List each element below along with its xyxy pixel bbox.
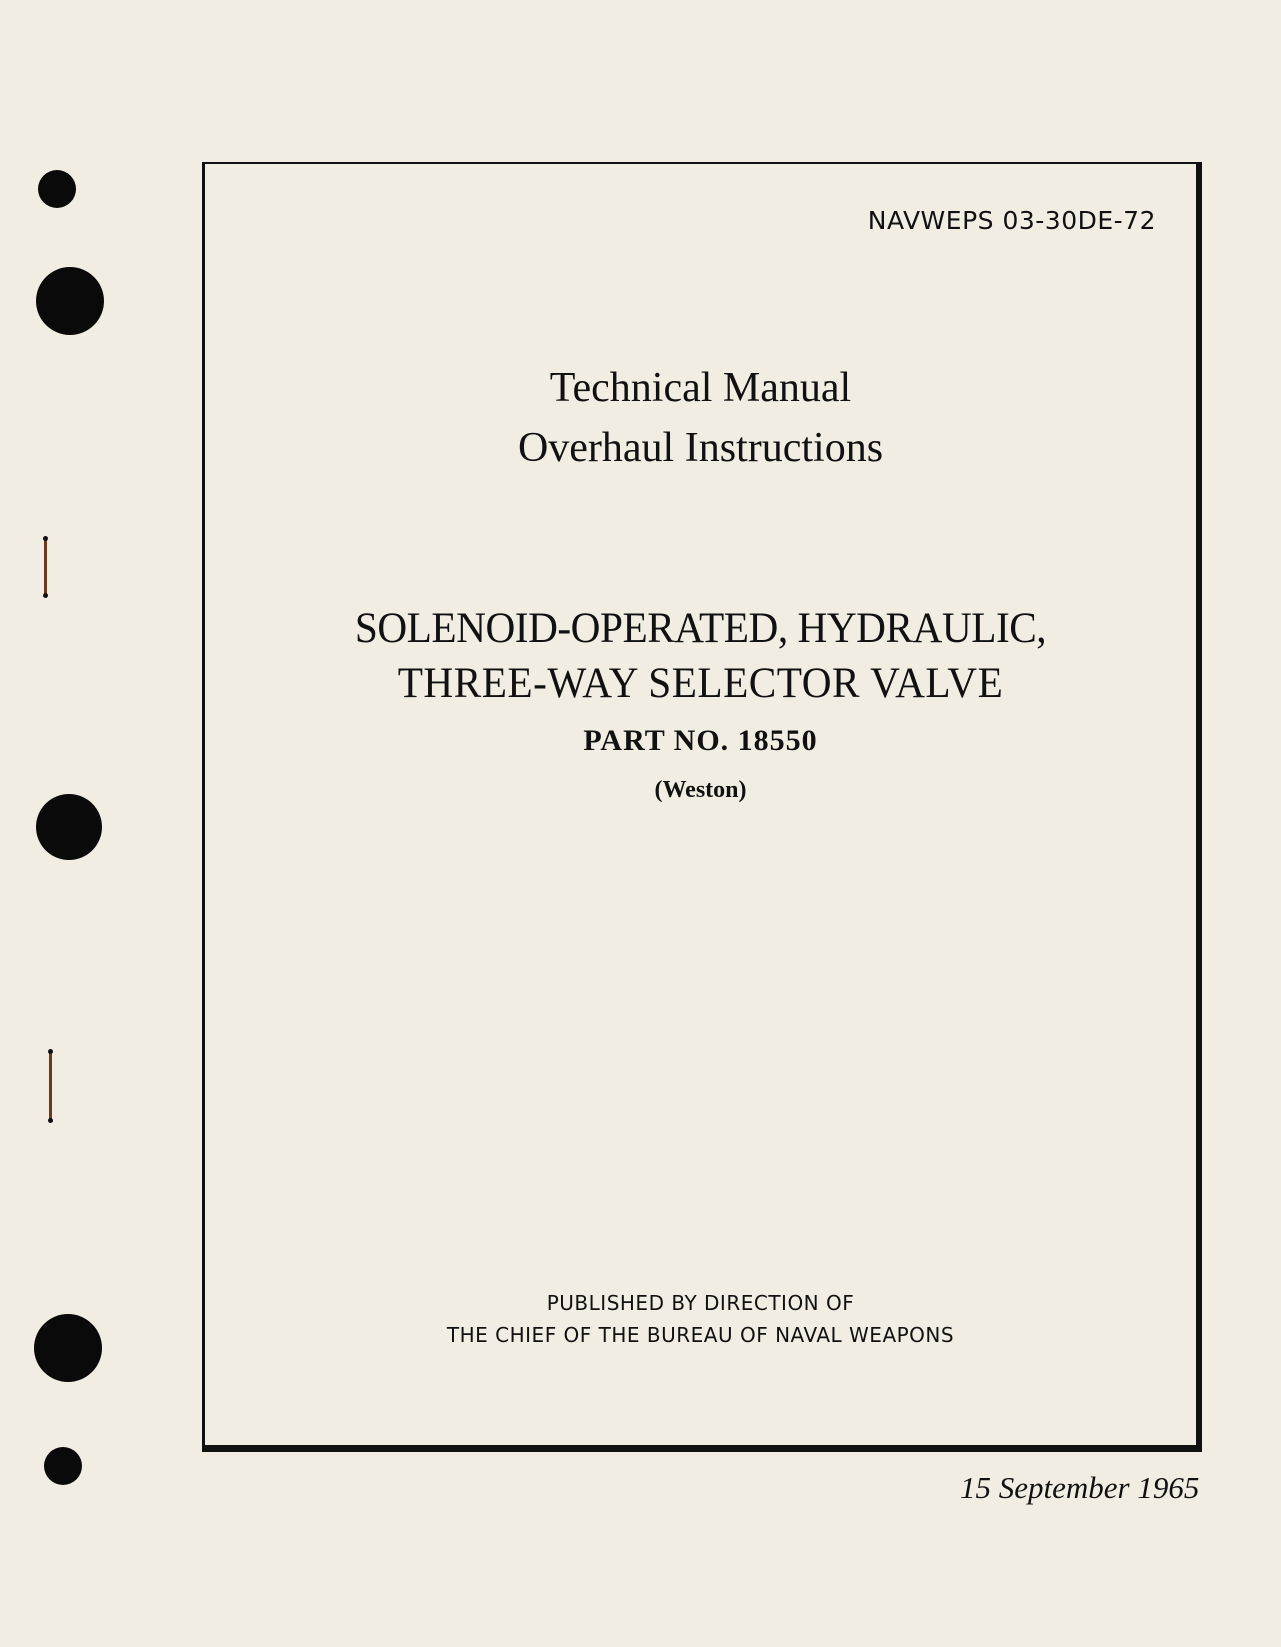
publisher-line-1: PUBLISHED BY DIRECTION OF	[546, 1291, 855, 1315]
publication-number: NAVWEPS 03-30DE-72	[867, 206, 1156, 235]
binding-hole-2	[36, 267, 104, 335]
staple-mark-2	[49, 1051, 52, 1121]
document-subtitle: Overhaul Instructions	[517, 425, 884, 471]
subject-title-line-1: SOLENOID-OPERATED, HYDRAULIC,	[354, 605, 1047, 652]
binding-hole-5	[44, 1447, 82, 1485]
binding-hole-4	[34, 1314, 102, 1382]
publication-date: 15 September 1965	[960, 1470, 1200, 1505]
subject-title-line-2: THREE-WAY SELECTOR VALVE	[397, 660, 1004, 707]
cover-frame	[202, 162, 1202, 1452]
staple-mark-1	[44, 538, 47, 596]
part-number: PART NO. 18550	[583, 724, 818, 757]
document-type: Technical Manual	[549, 365, 852, 411]
publisher-line-2: THE CHIEF OF THE BUREAU OF NAVAL WEAPONS	[446, 1323, 955, 1347]
manufacturer: (Weston)	[654, 777, 747, 803]
binding-hole-1	[38, 170, 76, 208]
binding-hole-3	[36, 794, 102, 860]
